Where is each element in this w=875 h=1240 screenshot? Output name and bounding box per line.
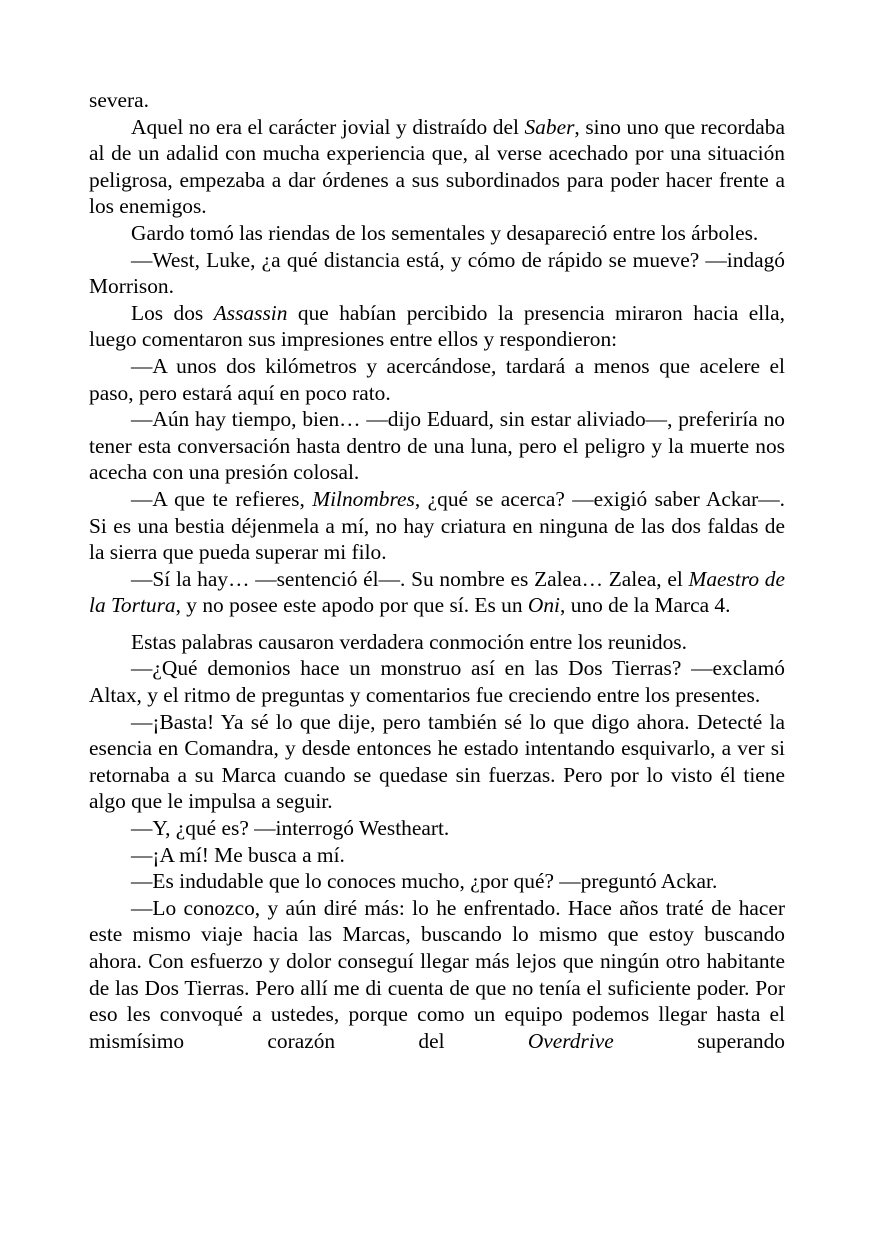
paragraph bbox=[89, 815, 785, 842]
italic-text-run: Saber bbox=[524, 114, 575, 139]
paragraph bbox=[89, 220, 785, 247]
paragraph bbox=[89, 868, 785, 895]
text-run: , y no posee este apodo por que sí. Es un bbox=[175, 593, 528, 618]
paragraph bbox=[89, 406, 785, 486]
paragraph bbox=[89, 87, 785, 114]
text-run: —Es indudable que lo conoces mucho, ¿por qué? —preguntó Ackar. bbox=[131, 869, 718, 894]
paragraph bbox=[89, 566, 785, 619]
italic-text-run: Oni bbox=[527, 593, 560, 618]
text-run: Aquel no era el carácter jovial y distraído del bbox=[131, 114, 525, 139]
text-run: —A unos dos kilómetros y acercándose, tardará a menos que acelere el paso, pero estará aquí en poco rato. bbox=[89, 353, 785, 405]
text-run: —¡A mí! Me busca a mí. bbox=[131, 842, 345, 867]
text-run: —Y, ¿qué es? —interrogó Westheart. bbox=[131, 816, 450, 841]
text-run: severa. bbox=[89, 88, 149, 112]
paragraph bbox=[89, 655, 785, 708]
paragraph bbox=[89, 895, 785, 1055]
text-run: —A que te refieres, bbox=[131, 486, 313, 511]
text-run: , ¿qué se acerca? —exigió saber Ackar—. Si es una bestia déjenmela a mí, no hay criatura en ninguna de las dos faldas de la sierra que pueda superar mi filo. bbox=[89, 486, 785, 565]
italic-text-run: Assassin bbox=[213, 300, 288, 325]
italic-text-run: Milnombres bbox=[312, 486, 415, 511]
paragraph bbox=[89, 353, 785, 406]
paragraph bbox=[89, 486, 785, 566]
text-run: —Aún hay tiempo, bien… —dijo Eduard, sin estar aliviado—, preferiría no tener esta conversación hasta dentro de una luna, pero el peligro y la muerte nos acecha con una presión colosal. bbox=[89, 407, 785, 485]
paragraph bbox=[89, 114, 785, 220]
paragraph bbox=[89, 709, 785, 815]
text-run: que habían percibido la presencia miraron hacia ella, luego comentaron sus impresiones entre ellos y respondieron: bbox=[89, 300, 785, 352]
text-run: Los dos bbox=[131, 300, 214, 325]
text-run: Estas palabras causaron verdadera conmoción entre los reunidos. bbox=[131, 629, 687, 654]
text-run: —¿Qué demonios hace un monstruo así en las Dos Tierras? —exclamó Altax, y el ritmo de preguntas y comentarios fue creciendo entre los presentes. bbox=[89, 656, 785, 708]
paragraph bbox=[89, 247, 785, 300]
text-run: , sino uno que recordaba al de un adalid con mucha experiencia que, al verse acechado por una situación peligrosa, empezaba a dar órdenes a sus subordinados para poder hacer frente a los enemigos. bbox=[89, 114, 785, 219]
text-run: —Lo conozco, y aún diré más: lo he enfrentado. Hace años traté de hacer este mismo viaje hacia las Marcas, buscando lo mismo que estoy buscando ahora. Con esfuerzo y dolor conseguí llegar más lejos que ningún otro habitante de las Dos Tierras. Pero allí me di cuenta de que no tenía el suficiente poder. Por eso les convoqué a ustedes, porque como un equipo podemos llegar hasta el mismísimo corazón del bbox=[89, 895, 785, 1053]
italic-text-run: Maestro de la Tortura bbox=[89, 566, 785, 618]
text-run: —¡Basta! Ya sé lo que dije, pero también sé lo que digo ahora. Detecté la esencia en Comandra, y desde entonces he estado intentando esquivarlo, a ver si retornaba a su Marca cuando se quedase sin fuerzas. Pero por lo visto él tiene algo que le impulsa a seguir. bbox=[89, 709, 785, 814]
text-run: —Sí la hay… —sentenció él—. Su nombre es Zalea… Zalea, el bbox=[131, 566, 689, 591]
text-run: —West, Luke, ¿a qué distancia está, y cómo de rápido se mueve? —indagó Morrison. bbox=[89, 247, 785, 299]
text-run: Gardo tomó las riendas de los sementales y desapareció entre los árboles. bbox=[131, 220, 759, 245]
paragraph bbox=[89, 629, 785, 656]
body-text bbox=[89, 87, 785, 1054]
text-run: superando bbox=[613, 1028, 785, 1053]
paragraph bbox=[89, 300, 785, 353]
italic-text-run: Overdrive bbox=[527, 1028, 614, 1053]
text-run: , uno de la Marca 4. bbox=[560, 593, 731, 618]
paragraph bbox=[89, 842, 785, 869]
